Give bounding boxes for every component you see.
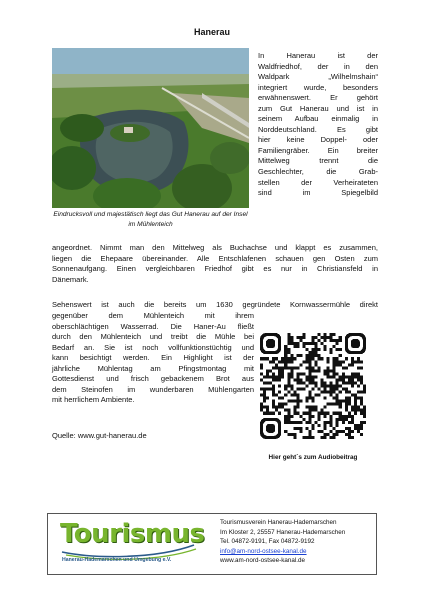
column-line: zum Gut Hanerau und ist in <box>258 103 378 113</box>
column-line: integriert wurde, besonders <box>258 82 378 92</box>
column-line: hier keine Doppel- oder <box>258 135 378 145</box>
p2-line: kann besichtigt werden. Ein Highlight ist der <box>52 353 254 363</box>
address: Im Kloster 2, 25557 Hanerau-Hademarschen <box>220 528 346 536</box>
p2-line: Gottesdienst und frisch gebackenem Brot aus <box>52 374 254 384</box>
photo-caption: Eindrucksvoll und majestätisch liegt das Gut Hanerau auf der Insel im Mühlenteich <box>53 211 248 228</box>
column-line: Mittelweg trennt die <box>258 156 378 166</box>
wide-line: angeordnet. Nimmt man den Mittelweg als Buchachse und klappt es zusammen, <box>52 243 378 252</box>
column-line: seinem Aufbau einmalig in <box>258 114 378 124</box>
qr-code[interactable] <box>257 330 369 442</box>
column-line: stellen der Verheirateten <box>258 177 378 187</box>
footer-box <box>47 513 377 575</box>
p2-line: gegenüber dem Mühlenteich mit ihrem <box>52 311 254 320</box>
tourismus-logo <box>56 519 205 569</box>
p2-line: mit herrlichem Ambiente. <box>52 395 135 405</box>
contact-info <box>220 518 345 566</box>
column-line: Familiengräber. Ein breiter <box>258 145 378 155</box>
text-wide <box>52 243 378 285</box>
column-line: sind im Spiegelbild <box>258 188 378 198</box>
wide-line: Sonnenaufgang. Einen vergleichbaren Friedhof gibt es nur in Christiansfeld in <box>52 264 378 274</box>
page-title: Hanerau <box>193 27 230 37</box>
org-name: Tourismusverein Hanerau-Hademarschen <box>220 519 337 526</box>
column-line: erwähnenswert. Er gehört <box>258 93 378 103</box>
paragraph-2 <box>52 311 254 406</box>
wide-line: Dänemark. <box>52 274 89 284</box>
column-line: Waldpark „Wilhelmshain“ <box>258 72 378 82</box>
website: www.am-nord-ostsee-kanal.de <box>220 557 306 565</box>
qr-code-image <box>257 330 369 442</box>
p2-line: oberschlächtigen Wasserrad. Die Haner-Au fließt <box>52 321 254 331</box>
paragraph-2-first-line: Sehenswert ist auch die bereits um 1630 gegründete Kornwassermühle direkt <box>52 300 378 309</box>
column-line: Geschlechter, die Grab- <box>258 167 378 177</box>
column-line: In Hanerau ist der <box>258 51 378 60</box>
p2-line: dem Steinofen im wunderbaren Mühlengarten <box>52 384 254 394</box>
phone-fax: Tel. 04872-9191, Fax 04872-9192 <box>220 538 315 546</box>
text-column <box>258 51 378 199</box>
email-link[interactable]: info@am-nord-ostsee-kanal.de <box>220 547 307 555</box>
qr-caption: Hier geht´s zum Audiobeitrag <box>268 454 358 461</box>
p2-line: durch den Mühlenteich und treibt die Mühle bei <box>52 332 254 342</box>
p2-line: Bedarf an. Sie ist noch vollfunktionstüchtig und <box>52 342 254 352</box>
logo-subtitle: Hanerau-Hademarschen und Umgebung e.V. <box>62 557 172 563</box>
source-line: Quelle: www.gut-hanerau.de <box>52 431 147 440</box>
column-line: Norddeutschland. Es gibt <box>258 124 378 134</box>
logo-wordmark: Tourismus <box>60 519 205 549</box>
wide-line: liegen die Ehepaare übereinander. Alle Entschlafenen schauen gen Osten zum <box>52 253 378 263</box>
aerial-photo <box>52 48 249 208</box>
p2-line: jährliche Mühlentag am Pfingstmontag mit <box>52 363 254 373</box>
column-line: Waldfriedhof, der in den <box>258 61 378 71</box>
aerial-photo-illustration <box>52 48 249 208</box>
